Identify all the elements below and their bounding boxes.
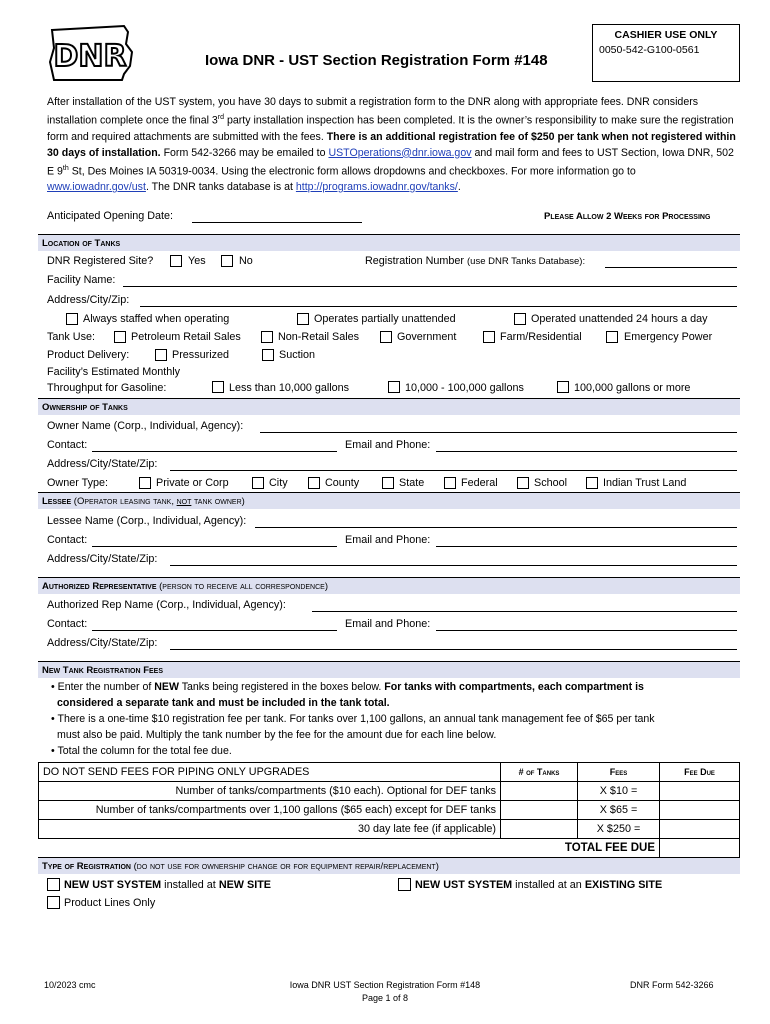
use-farm-label: Farm/Residential — [500, 331, 582, 343]
footer-form-number: DNR Form 542-3266 — [630, 980, 714, 990]
rep-address-label: Address/City/State/Zip: — [47, 637, 158, 649]
new-site-label: NEW UST SYSTEM installed at NEW SITE — [64, 879, 271, 891]
rep-name-label: Authorized Rep Name (Corp., Individual, Agency): — [47, 599, 286, 611]
fee-multiplier: X $250 = — [578, 820, 660, 839]
opening-date-label: Anticipated Opening Date: — [47, 210, 174, 222]
pressurized-checkbox[interactable] — [155, 349, 167, 361]
use-emergency-label: Emergency Power — [624, 331, 713, 343]
use-petroleum-label: Petroleum Retail Sales — [131, 331, 241, 343]
opening-date-field[interactable] — [192, 222, 362, 223]
facility-address-label: Address/City/Zip: — [47, 294, 130, 306]
type-county-label: County — [325, 477, 360, 489]
footer-center: Iowa DNR UST Section Registration Form #148 Page 1 of 8 — [0, 980, 770, 1003]
unattended-label: Operated unattended 24 hours a day — [531, 313, 708, 325]
owner-type-label: Owner Type: — [47, 477, 109, 489]
use-farm-checkbox[interactable] — [483, 331, 495, 343]
facility-name-field[interactable] — [123, 286, 737, 287]
staffed-checkbox[interactable] — [66, 313, 78, 325]
fee-row-label: Number of tanks/compartments ($10 each). Optional for DEF tanks — [39, 782, 501, 801]
unattended-checkbox[interactable] — [514, 313, 526, 325]
owner-contact-label: Contact: — [47, 439, 88, 451]
product-lines-label: Product Lines Only — [64, 897, 156, 909]
use-government-checkbox[interactable] — [380, 331, 392, 343]
col-fees: Fees — [578, 763, 660, 782]
staffed-label: Always staffed when operating — [83, 313, 230, 325]
no-send-notice: DO NOT SEND FEES FOR PIPING ONLY UPGRADES — [39, 763, 501, 782]
owner-address-label: Address/City/State/Zip: — [47, 458, 158, 470]
lessee-address-label: Address/City/State/Zip: — [47, 553, 158, 565]
throughput-label-2: Throughput for Gasoline: — [47, 382, 167, 394]
type-state-checkbox[interactable] — [382, 477, 394, 489]
owner-name-label: Owner Name (Corp., Individual, Agency): — [47, 420, 244, 432]
registered-label: DNR Registered Site? — [47, 255, 154, 267]
fee-row-label: Number of tanks/compartments over 1,100 gallons ($65 each) except for DEF tanks — [39, 801, 501, 820]
tp-low-label: Less than 10,000 gallons — [229, 382, 350, 394]
owner-contact-field[interactable] — [92, 451, 337, 452]
fee-row — [39, 820, 740, 839]
fees-note-1: • Enter the number of NEW Tanks being registered in the boxes below. For tanks with compartments, each compartment is — [51, 681, 644, 693]
lessee-contact-field[interactable] — [92, 546, 337, 547]
lessee-contact-label: Contact: — [47, 534, 88, 546]
tp-low-checkbox[interactable] — [212, 381, 224, 393]
type-county-checkbox[interactable] — [308, 477, 320, 489]
section-ownership: Ownership of Tanks — [38, 398, 740, 415]
fees-note-2b: must also be paid. Multiply the tank number by the fee for the amount due for each line below. — [57, 729, 497, 741]
rep-contact-field[interactable] — [92, 630, 337, 631]
delivery-label: Product Delivery: — [47, 349, 130, 361]
reg-number-label: Registration Number (use DNR Tanks Database): — [365, 255, 586, 267]
section-rep: Authorized Representative (person to receive all correspondence) — [38, 577, 740, 594]
rep-email-label: Email and Phone: — [345, 618, 431, 630]
rep-email-field[interactable] — [436, 630, 737, 631]
processing-notice: Please Allow 2 Weeks for Processing — [544, 211, 711, 222]
fee-header-row — [39, 763, 740, 782]
logo-text: DNR — [53, 39, 127, 74]
section-type: Type of Registration (do not use for ownership change or for equipment repair/replacement) — [38, 857, 740, 874]
fees-note-3: • Total the column for the total fee due. — [51, 745, 232, 757]
use-nonretail-label: Non-Retail Sales — [278, 331, 360, 343]
type-indian-label: Indian Trust Land — [603, 477, 687, 489]
fees-note-1b: considered a separate tank and must be included in the tank total. — [57, 697, 390, 709]
total-label: TOTAL FEE DUE — [39, 839, 660, 858]
new-site-checkbox[interactable] — [47, 878, 60, 891]
type-indian-checkbox[interactable] — [586, 477, 598, 489]
page-number: Page 1 of 8 — [361, 993, 409, 1003]
tanks-input[interactable] — [501, 801, 578, 820]
type-city-label: City — [269, 477, 288, 489]
cashier-label: CASHIER USE ONLY — [614, 29, 718, 41]
type-state-label: State — [399, 477, 425, 489]
rep-address-field[interactable] — [170, 649, 737, 650]
existing-site-label: NEW UST SYSTEM installed at an EXISTING SITE — [415, 879, 663, 891]
fee-due-input[interactable] — [660, 820, 740, 839]
section-location: Location of Tanks — [38, 234, 740, 251]
col-due: Fee Due — [660, 763, 740, 782]
suction-checkbox[interactable] — [262, 349, 274, 361]
use-petroleum-checkbox[interactable] — [114, 331, 126, 343]
fee-row — [39, 801, 740, 820]
use-emergency-checkbox[interactable] — [606, 331, 618, 343]
footer-date: 10/2023 cmc — [44, 980, 96, 990]
owner-name-field[interactable] — [260, 432, 737, 433]
total-due-input[interactable] — [660, 839, 740, 858]
rep-contact-label: Contact: — [47, 618, 88, 630]
suction-label: Suction — [279, 349, 316, 361]
yes-label: Yes — [188, 255, 206, 267]
ust-link[interactable]: www.iowadnr.gov/ust — [47, 181, 146, 194]
product-lines-checkbox[interactable] — [47, 896, 60, 909]
page-title: Iowa DNR - UST Section Registration Form #148 — [205, 52, 548, 69]
fee-due-input[interactable] — [660, 782, 740, 801]
fee-multiplier: X $65 = — [578, 801, 660, 820]
tp-high-label: 100,000 gallons or more — [574, 382, 691, 394]
type-federal-checkbox[interactable] — [444, 477, 456, 489]
use-nonretail-checkbox[interactable] — [261, 331, 273, 343]
section-lessee: Lessee (Operator leasing tank, not tank owner) — [38, 492, 740, 509]
tanks-input[interactable] — [501, 820, 578, 839]
type-federal-label: Federal — [461, 477, 498, 489]
tp-mid-label: 10,000 - 100,000 gallons — [405, 382, 524, 394]
use-government-label: Government — [397, 331, 457, 343]
dnr-logo — [46, 22, 152, 84]
type-school-checkbox[interactable] — [517, 477, 529, 489]
facility-address-field[interactable] — [140, 306, 737, 307]
fees-note-2: • There is a one-time $10 registration fee per tank. For tanks over 1,100 gallons, an annual tank management fee of $65 per tank — [51, 713, 655, 725]
fee-row — [39, 782, 740, 801]
tp-high-checkbox[interactable] — [557, 381, 569, 393]
facility-name-label: Facility Name: — [47, 274, 116, 286]
owner-address-field[interactable] — [170, 470, 737, 471]
lessee-name-field[interactable] — [255, 527, 737, 528]
owner-email-field[interactable] — [436, 451, 737, 452]
lessee-email-label: Email and Phone: — [345, 534, 431, 546]
partial-label: Operates partially unattended — [314, 313, 456, 325]
owner-email-label: Email and Phone: — [345, 439, 431, 451]
col-tanks: # of Tanks — [501, 763, 578, 782]
total-row — [39, 839, 740, 858]
cashier-code: 0050-542-G100-0561 — [599, 44, 700, 56]
fee-due-input[interactable] — [660, 801, 740, 820]
rep-name-field[interactable] — [312, 611, 737, 612]
intro-paragraph: After installation of the UST system, you have 30 days to submit a registration form to the DNR along with appropriate fees. DNR considers installation complete once the final 3rd party installation inspection has been completed. It is the owner’s responsibility to make sure the registration form and required attachments are submitted with the fees. There is an additional registration fee of $250 per tank when not registered within 30 days of installation. Form 542-3266 may be emailed to USTOperations@dnr.iowa.gov and mail form and fees to UST Section, Iowa DNR, 502 E 9th St, Des Moines IA 50319-0034. Using the electronic form allows dropdowns and checkboxes. For more information go to www.iowadnr.gov/ust. The DNR tanks database is at http://programs.iowadnr.gov/tanks/. — [47, 96, 736, 194]
registered-yes-checkbox[interactable] — [170, 255, 182, 267]
no-label: No — [239, 255, 253, 267]
pressurized-label: Pressurized — [172, 349, 230, 361]
type-private-checkbox[interactable] — [139, 477, 151, 489]
reg-number-field[interactable] — [605, 267, 737, 268]
fee-multiplier: X $10 = — [578, 782, 660, 801]
tank-use-label: Tank Use: — [47, 331, 96, 343]
lessee-email-field[interactable] — [436, 546, 737, 547]
type-private-label: Private or Corp — [156, 477, 229, 489]
throughput-label-1: Facility’s Estimated Monthly — [47, 366, 181, 378]
email-link[interactable]: USTOperations@dnr.iowa.gov — [328, 146, 472, 159]
tanks-input[interactable] — [501, 782, 578, 801]
section-fees: New Tank Registration Fees — [38, 661, 740, 678]
lessee-address-field[interactable] — [170, 565, 737, 566]
lessee-name-label: Lessee Name (Corp., Individual, Agency): — [47, 515, 247, 527]
existing-site-checkbox[interactable] — [398, 878, 411, 891]
fee-row-label: 30 day late fee (if applicable) — [39, 820, 501, 839]
tp-mid-checkbox[interactable] — [388, 381, 400, 393]
tanks-db-link[interactable]: http://programs.iowadnr.gov/tanks/ — [295, 181, 458, 194]
cashier-box — [592, 24, 740, 82]
registered-no-checkbox[interactable] — [221, 255, 233, 267]
type-city-checkbox[interactable] — [252, 477, 264, 489]
type-school-label: School — [534, 477, 568, 489]
partial-checkbox[interactable] — [297, 313, 309, 325]
fee-table — [38, 762, 740, 858]
